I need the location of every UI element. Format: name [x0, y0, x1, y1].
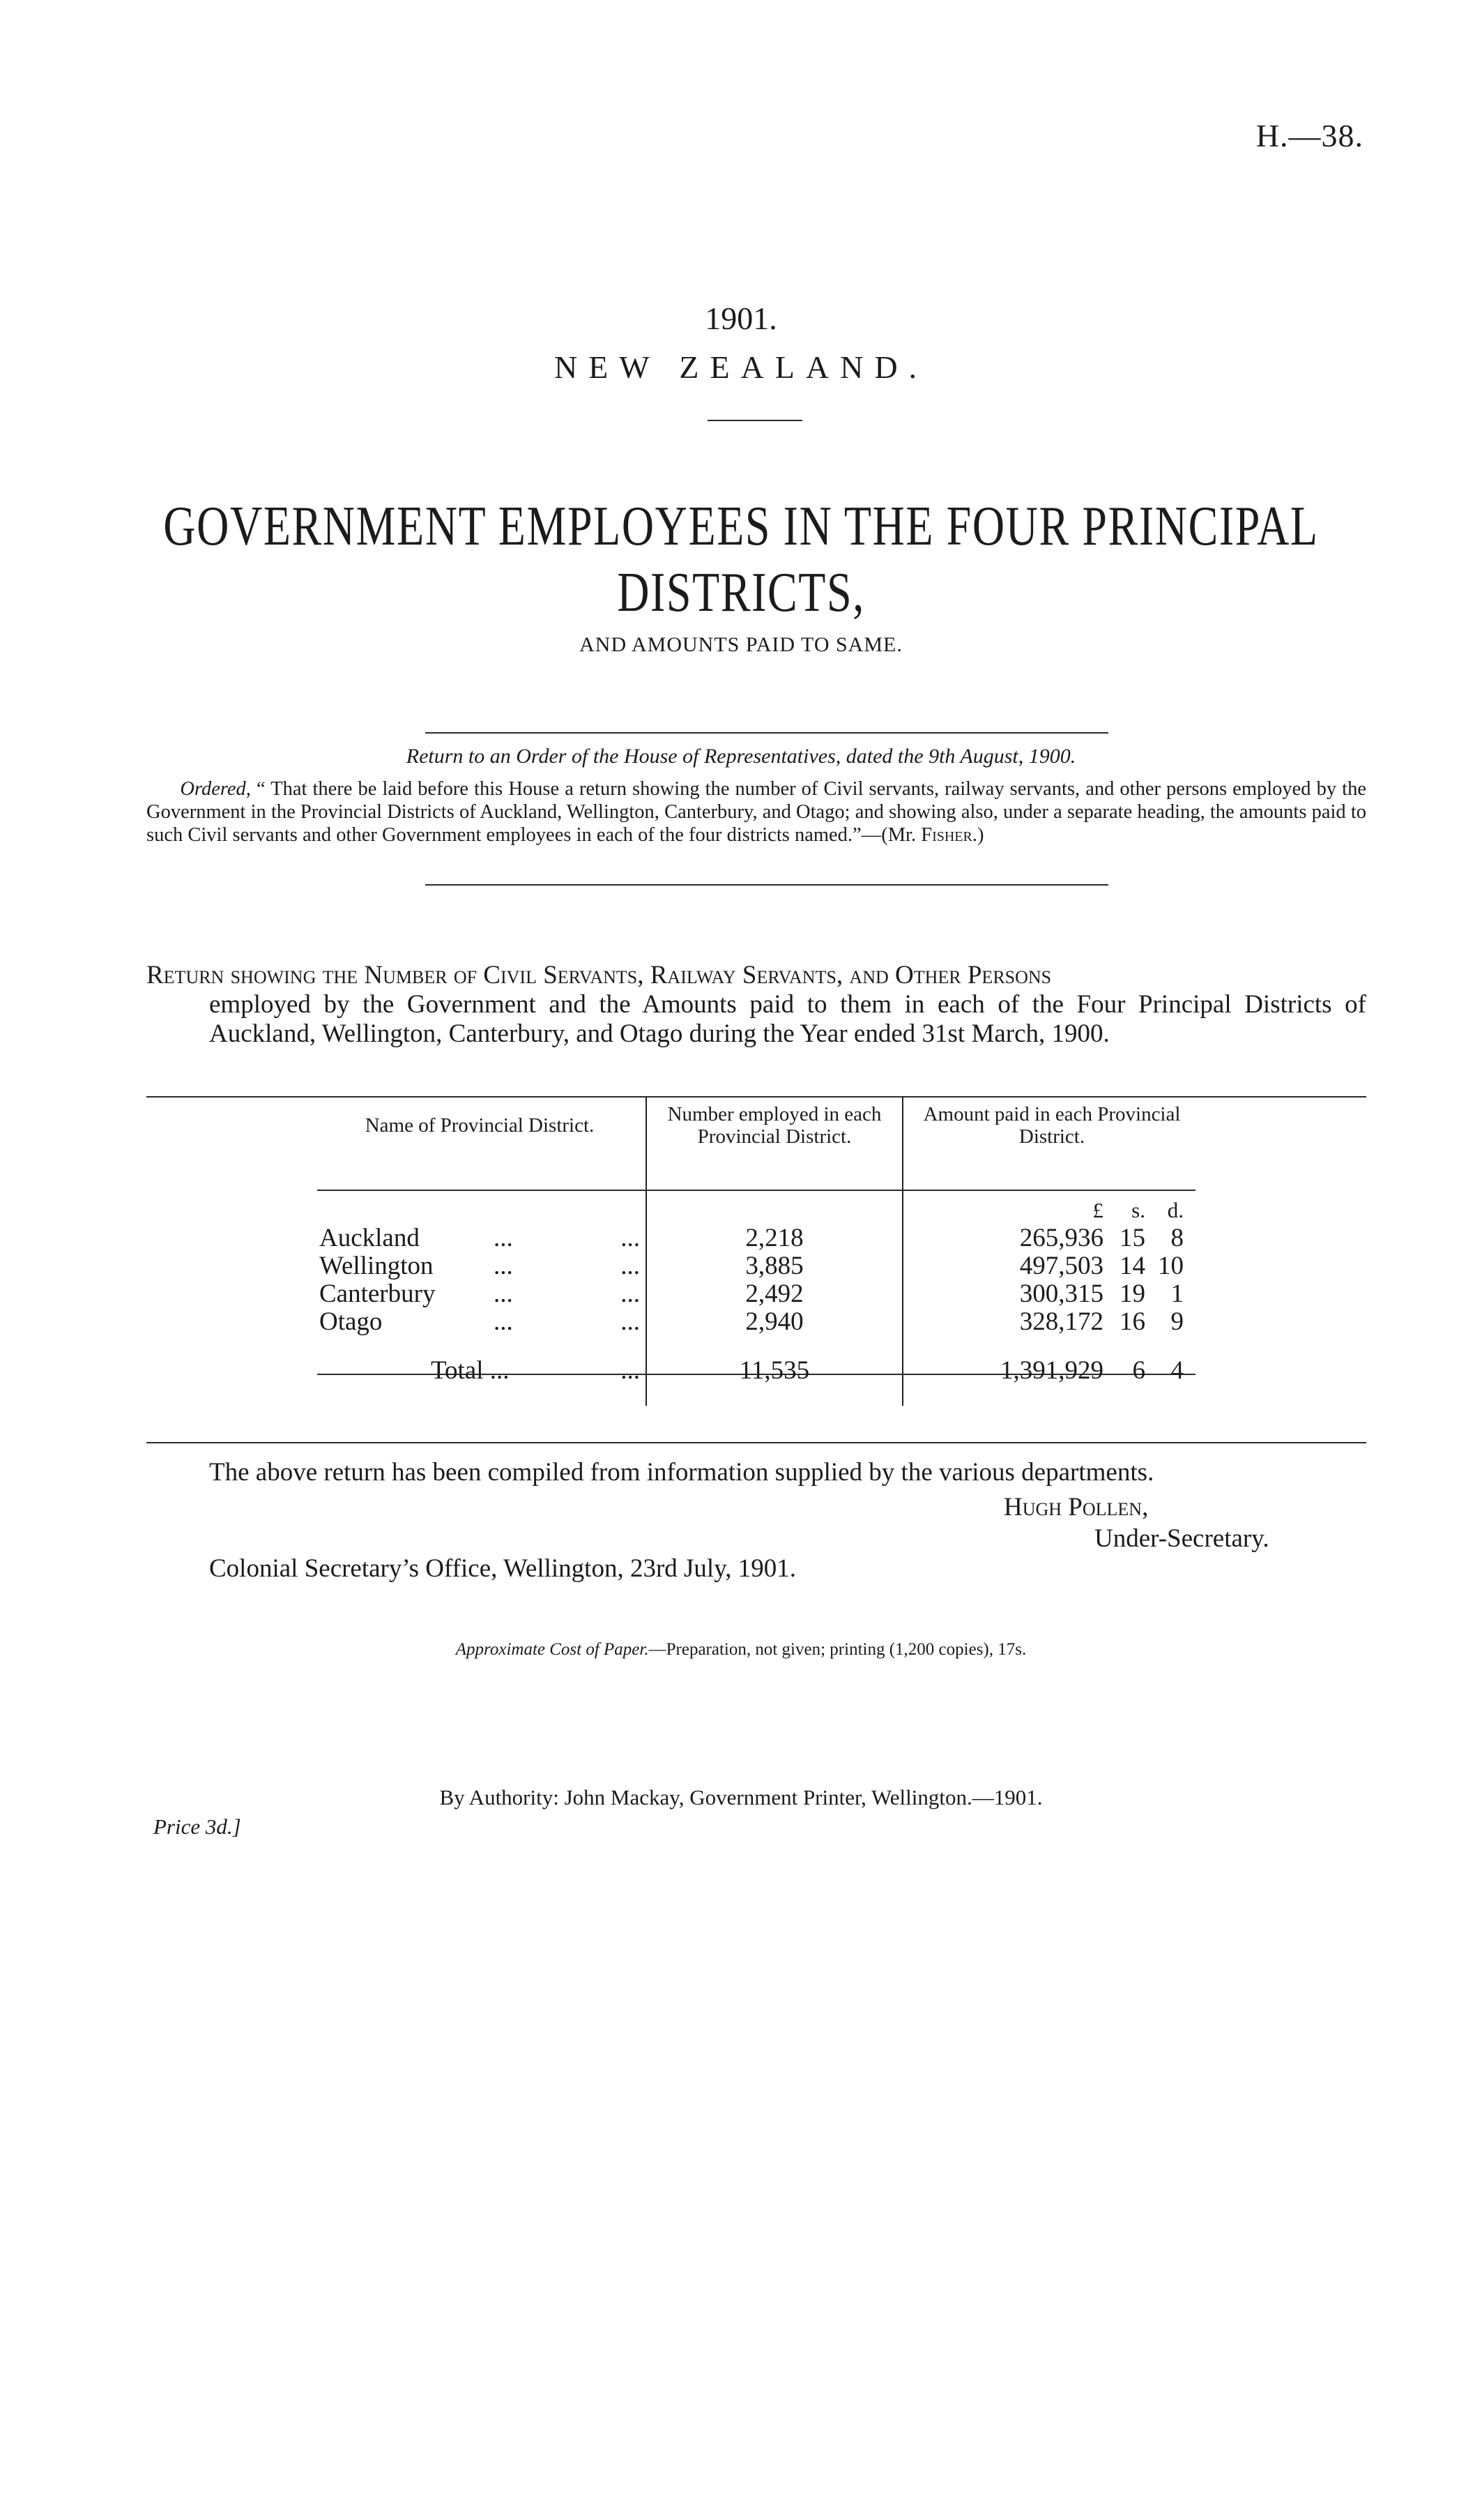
amount-pence: 9	[1170, 1307, 1184, 1336]
amount-pounds: 265,936	[1019, 1224, 1103, 1252]
cost-label: Approximate Cost of Paper.	[455, 1640, 649, 1659]
country-heading: NEW ZEALAND.	[553, 349, 929, 385]
order-text	[146, 777, 1366, 847]
district-name: Canterbury	[319, 1280, 436, 1308]
leader-dots: ...	[494, 1280, 513, 1308]
leader-dots: ...	[620, 1356, 640, 1385]
total-pounds: 1,391,929	[1000, 1356, 1103, 1385]
amount-pounds: 300,315	[1019, 1280, 1103, 1308]
district-name: Wellington	[319, 1252, 434, 1280]
amount-pence: 8	[1170, 1224, 1184, 1252]
district-name: Auckland	[319, 1224, 420, 1252]
table-header-row	[314, 1096, 1200, 1176]
signer-name: Hugh Pollen,	[1004, 1493, 1149, 1521]
pence-unit: d.	[1167, 1198, 1184, 1222]
amount-shillings: 14	[1120, 1252, 1145, 1280]
employee-count: 2,940	[646, 1308, 903, 1347]
leader-dots: ...	[494, 1252, 513, 1280]
amount-shillings: 16	[1120, 1307, 1145, 1336]
total-pence: 4	[1170, 1356, 1184, 1385]
return-statement	[146, 961, 1366, 1049]
header-number: Number employed in each Provincial District.	[646, 1096, 903, 1176]
order-heading: Return to an Order of the House of Representatives, dated the 9th August, 1900.	[406, 745, 1076, 768]
shillings-unit: s.	[1131, 1198, 1145, 1222]
title-line-2: DISTRICTS,	[617, 562, 865, 623]
compilation-note: The above return has been compiled from information supplied by the various departments.	[209, 1458, 1154, 1487]
leader-dots: ...	[620, 1280, 640, 1308]
order-top-rule	[425, 732, 1108, 734]
table-row	[314, 1224, 1200, 1252]
returns-table	[314, 1096, 1200, 1406]
mover-name: Fisher	[921, 824, 972, 846]
header-amount: Amount paid in each Provincial District.	[903, 1096, 1200, 1176]
document-reference: H.—38.	[1255, 118, 1363, 153]
leader-dots: ...	[620, 1307, 640, 1336]
return-rest: employed by the Government and the Amounts paid to them in each of the Four Principal Districts of Auckland, Wellington, Canterbury, and Otago during the Year ended 31st March, 1900.	[209, 990, 1366, 1048]
employee-count: 2,492	[646, 1280, 903, 1308]
total-shillings: 6	[1132, 1356, 1145, 1385]
short-divider	[708, 420, 802, 421]
employee-count: 3,885	[646, 1252, 903, 1280]
title-line-1: GOVERNMENT EMPLOYEES IN THE FOUR PRINCIPAL	[163, 496, 1319, 557]
paper-cost-note	[0, 1640, 1482, 1660]
leader-dots: ...	[494, 1224, 513, 1252]
signer-title: Under-Secretary.	[1094, 1524, 1269, 1553]
amount-pence: 10	[1158, 1252, 1184, 1280]
amount-pounds: 328,172	[1019, 1307, 1103, 1336]
document-year: 1901.	[705, 301, 777, 336]
printer-authority: By Authority: John Mackay, Government Printer, Wellington.—1901.	[439, 1785, 1043, 1809]
order-close: .)	[972, 824, 984, 846]
ordered-word: Ordered,	[180, 778, 251, 800]
table-bottom-rule	[146, 1442, 1366, 1443]
leader-dots: ...	[494, 1307, 513, 1336]
total-count: 11,535	[646, 1347, 903, 1406]
pounds-unit: £	[1092, 1198, 1103, 1222]
amount-shillings: 19	[1120, 1280, 1145, 1308]
employee-count: 2,218	[646, 1224, 903, 1252]
amount-pounds: 497,503	[1019, 1252, 1103, 1280]
leader-dots: ...	[620, 1224, 640, 1252]
table-row	[314, 1308, 1200, 1347]
office-and-date: Colonial Secretary’s Office, Wellington, 23rd July, 1901.	[209, 1554, 797, 1583]
amount-shillings: 15	[1120, 1224, 1145, 1252]
amount-pence: 1	[1170, 1280, 1184, 1308]
table-row	[314, 1252, 1200, 1280]
order-quote: “ That there be laid before this House a return showing the number of Civil servants, railway servants, and other persons employed by the Government in the Provincial Districts of Auckland, Wellington, Canterbury, and Otago; and showing also, under a separate heading, the amounts paid to such Civil servants and other Government employees in each of the four districts named.”—(Mr.	[146, 778, 1366, 846]
total-row	[314, 1347, 1200, 1406]
order-bottom-rule	[425, 884, 1108, 886]
leader-dots: ...	[620, 1252, 640, 1280]
return-first-line: Return showing the Number of Civil Servants, Railway Servants, and Other Persons	[146, 961, 1052, 989]
cost-text: —Preparation, not given; printing (1,200 copies), 17s.	[648, 1640, 1027, 1659]
currency-row	[314, 1176, 1200, 1224]
header-district: Name of Provincial District.	[365, 1114, 595, 1137]
district-name: Otago	[319, 1307, 383, 1336]
price-note: Price 3d.]	[153, 1814, 241, 1839]
table-row	[314, 1280, 1200, 1308]
total-label: Total ...	[431, 1356, 510, 1385]
subtitle: AND AMOUNTS PAID TO SAME.	[579, 633, 903, 656]
